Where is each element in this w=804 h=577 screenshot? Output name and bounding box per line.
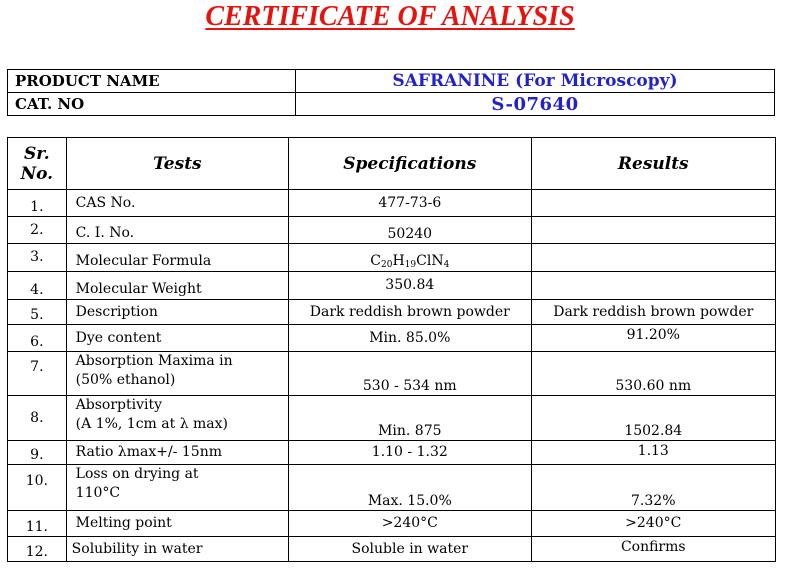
result	[531, 244, 775, 272]
row-number: 12.	[8, 537, 67, 562]
specification: Min. 875	[289, 396, 531, 441]
cat-no-label: CAT. NO	[8, 93, 296, 116]
formula-h: H	[392, 253, 405, 269]
sr-no-header	[8, 138, 67, 190]
tests-header: Tests	[66, 138, 288, 190]
result: 1502.84	[531, 396, 775, 441]
sr-header-line1: Sr.	[24, 143, 50, 164]
row-number: 3.	[8, 244, 67, 272]
cat-no-row	[8, 93, 775, 116]
specification: 477-73-6	[289, 190, 531, 217]
test-name	[66, 396, 288, 441]
row-number: 9.	[8, 441, 67, 465]
row-number: 6.	[8, 325, 67, 352]
row-number: 5.	[8, 300, 67, 325]
product-name-row	[8, 70, 775, 93]
specification: Soluble in water	[289, 537, 531, 562]
specification: 530 - 534 nm	[289, 352, 531, 396]
table-row	[8, 244, 776, 272]
result: Confirms	[531, 537, 775, 562]
table-row	[8, 465, 776, 511]
row-number: 11.	[8, 511, 67, 537]
table-row	[8, 352, 776, 396]
specification: Max. 15.0%	[289, 465, 531, 511]
specifications-header: Specifications	[289, 138, 531, 190]
table-row	[8, 511, 776, 537]
test-name-line2: (50% ethanol)	[75, 372, 176, 388]
test-name	[66, 465, 288, 511]
result	[531, 217, 775, 244]
test-name: Dye content	[66, 325, 288, 352]
product-info-table	[7, 69, 775, 116]
document-title	[0, 2, 780, 32]
header-row	[8, 138, 776, 190]
result: 7.32%	[531, 465, 775, 511]
test-name-line1: Absorptivity	[75, 397, 163, 413]
table-row	[8, 217, 776, 244]
cat-no-value: S-07640	[296, 93, 775, 116]
row-number: 10.	[8, 465, 67, 511]
specification: 50240	[289, 217, 531, 244]
result	[531, 190, 775, 217]
table-row	[8, 190, 776, 217]
result: 1.13	[531, 441, 775, 465]
row-number: 7.	[8, 352, 67, 396]
table-row	[8, 325, 776, 352]
specification: >240°C	[289, 511, 531, 537]
test-name: Solubility in water	[66, 537, 288, 562]
test-name: Melting point	[66, 511, 288, 537]
table-row	[8, 537, 776, 562]
result	[531, 272, 775, 300]
row-number: 4.	[8, 272, 67, 300]
result: 530.60 nm	[531, 352, 775, 396]
results-header: Results	[531, 138, 775, 190]
test-name: Molecular Formula	[66, 244, 288, 272]
result: >240°C	[531, 511, 775, 537]
test-name	[66, 352, 288, 396]
formula-n-sub: 4	[443, 260, 450, 270]
formula-cln: ClN	[416, 253, 444, 269]
specification: 350.84	[289, 272, 531, 300]
test-name-line1: Absorption Maxima in	[75, 353, 233, 369]
specification: Dark reddish brown powder	[289, 300, 531, 325]
test-name: Description	[66, 300, 288, 325]
test-name: Ratio λmax+/- 15nm	[66, 441, 288, 465]
formula-c-sub: 20	[381, 260, 393, 270]
table-row	[8, 441, 776, 465]
specification: Min. 85.0%	[289, 325, 531, 352]
row-number: 2.	[8, 217, 67, 244]
sr-header-line2: No.	[20, 163, 54, 184]
molecular-formula	[289, 244, 531, 272]
formula-h-sub: 19	[404, 260, 417, 270]
test-name-line2: 110°C	[75, 485, 121, 501]
test-name: Molecular Weight	[66, 272, 288, 300]
specification: 1.10 - 1.32	[289, 441, 531, 465]
result: Dark reddish brown powder	[531, 300, 775, 325]
test-name: C. I. No.	[66, 217, 288, 244]
table-row	[8, 300, 776, 325]
result: 91.20%	[531, 325, 775, 352]
row-number: 8.	[8, 396, 67, 441]
test-name-line1: Loss on drying at	[75, 466, 199, 482]
formula-c: C	[370, 253, 381, 269]
test-name: CAS No.	[66, 190, 288, 217]
test-name-line2: (A 1%, 1cm at λ max)	[75, 416, 229, 432]
table-row	[8, 272, 776, 300]
product-name-label: PRODUCT NAME	[8, 70, 296, 93]
product-name-value: SAFRANINE (For Microscopy)	[296, 70, 775, 93]
analysis-table	[7, 137, 776, 562]
title-text: CERTIFICATE OF ANALYSIS	[205, 1, 575, 32]
table-row	[8, 396, 776, 441]
row-number: 1.	[8, 190, 67, 217]
